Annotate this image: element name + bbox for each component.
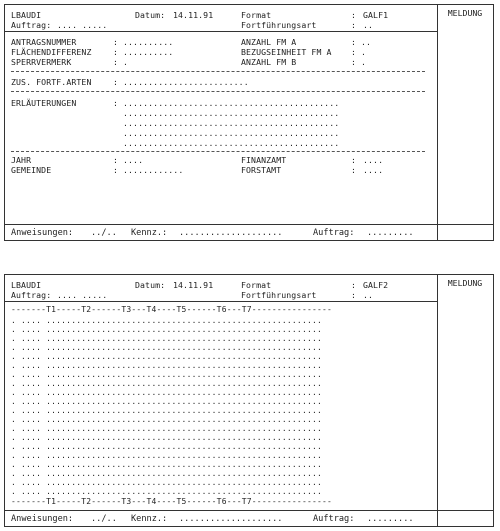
datum-label: Datum: <box>135 10 166 20</box>
list-row[interactable]: . .... ....................................................... <box>11 334 323 343</box>
forstamt-label: FORSTAMT <box>241 165 282 175</box>
list-row[interactable]: . .... ....................................................... <box>11 487 323 496</box>
list-row[interactable]: . .... ....................................................... <box>11 352 323 361</box>
form-galf2 <box>4 274 494 527</box>
list-row[interactable]: . .... ....................................................... <box>11 469 323 478</box>
gemeinde-input[interactable]: ............ <box>123 165 184 175</box>
anweisungen-label: Anweisungen: <box>11 228 74 238</box>
fortfuehrungsart-sep: : <box>351 290 357 300</box>
list-row[interactable]: . .... ....................................................... <box>11 370 323 379</box>
anweisungen-input[interactable]: ../.. <box>91 228 117 238</box>
auftrag-input[interactable]: .... ..... <box>57 20 108 30</box>
format-value[interactable]: GALF2 <box>363 280 389 290</box>
anzahl-fm-a-sep: : <box>351 37 357 47</box>
list-row[interactable]: . .... ....................................................... <box>11 478 323 487</box>
section-divider <box>11 91 425 92</box>
form-galf1 <box>4 4 494 241</box>
zus-fortf-arten-input[interactable]: ......................... <box>123 77 249 87</box>
list-row[interactable]: . .... ....................................................... <box>11 406 323 415</box>
format-value[interactable]: GALF1 <box>363 10 389 20</box>
sperrvermerk-input[interactable]: . <box>123 57 129 67</box>
app-name: LBAUDI <box>11 280 42 290</box>
erlaeuterungen-line[interactable]: ........................................... <box>123 118 340 128</box>
bezugseinheit-fm-a-input[interactable]: . <box>361 47 367 57</box>
finanzamt-label: FINANZAMT <box>241 155 287 165</box>
cmd-auftrag-input[interactable]: ......... <box>367 228 414 238</box>
fortfuehrungsart-sep: : <box>351 20 357 30</box>
list-row[interactable]: . .... ....................................................... <box>11 325 323 334</box>
kennz-input[interactable]: .................... <box>179 514 283 524</box>
meldung-label: MELDUNG <box>447 8 483 18</box>
anweisungen-input[interactable]: ../.. <box>91 514 117 524</box>
meldung-label: MELDUNG <box>447 278 483 288</box>
erlaeuterungen-line[interactable]: ........................................... <box>123 138 340 148</box>
tab-ruler-bottom: -------T1-----T2------T3---T4----T5------T6---T7---------------- <box>11 497 333 506</box>
cmd-auftrag-input[interactable]: ......... <box>367 514 414 524</box>
erlaeuterungen-label: ERLÄUTERUNGEN <box>11 98 77 108</box>
anzahl-fm-b-sep: : <box>351 57 357 67</box>
anweisungen-label: Anweisungen: <box>11 514 74 524</box>
anzahl-fm-b-label: ANZAHL FM B <box>241 57 297 67</box>
cmd-auftrag-label: Auftrag: <box>313 228 355 238</box>
list-row[interactable]: . .... ....................................................... <box>11 433 323 442</box>
zus-fortf-arten-label: ZUS. FORTF.ARTEN <box>11 77 92 87</box>
erlaeuterungen-line[interactable]: ........................................... <box>123 108 340 118</box>
list-row[interactable]: . .... ....................................................... <box>11 397 323 406</box>
fortfuehrungsart-input[interactable]: .. <box>363 20 374 30</box>
cmd-auftrag-label: Auftrag: <box>313 514 355 524</box>
list-row[interactable]: . .... ....................................................... <box>11 316 323 325</box>
anzahl-fm-b-input[interactable]: . <box>361 57 367 67</box>
tab-ruler-top: -------T1-----T2------T3---T4----T5------T6---T7---------------- <box>11 305 333 314</box>
anzahl-fm-a-input[interactable]: .. <box>361 37 372 47</box>
forstamt-input[interactable]: .... <box>363 165 384 175</box>
datum-value[interactable]: 14.11.91 <box>173 280 214 290</box>
finanzamt-sep: : <box>351 155 357 165</box>
section-divider <box>11 71 425 72</box>
header-divider <box>5 31 437 32</box>
fortfuehrungsart-label: Fortführungsart <box>241 20 317 30</box>
forstamt-sep: : <box>351 165 357 175</box>
list-row[interactable]: . .... ....................................................... <box>11 424 323 433</box>
antragsnummer-sep: : <box>113 37 119 47</box>
gemeinde-label: GEMEINDE <box>11 165 52 175</box>
list-row[interactable]: . .... ....................................................... <box>11 379 323 388</box>
auftrag-label: Auftrag: <box>11 290 52 300</box>
erlaeuterungen-line[interactable]: ........................................... <box>123 98 340 108</box>
list-row[interactable]: . .... ....................................................... <box>11 343 323 352</box>
flaechendifferenz-sep: : <box>113 47 119 57</box>
flaechendifferenz-input[interactable]: .......... <box>123 47 174 57</box>
command-line-divider <box>5 510 493 511</box>
kennz-input[interactable]: .................... <box>179 228 283 238</box>
bezugseinheit-fm-a-sep: : <box>351 47 357 57</box>
list-row[interactable]: . .... ....................................................... <box>11 442 323 451</box>
kennz-label: Kennz.: <box>131 514 168 524</box>
datum-label: Datum: <box>135 280 166 290</box>
sperrvermerk-sep: : <box>113 57 119 67</box>
datum-value[interactable]: 14.11.91 <box>173 10 214 20</box>
fortfuehrungsart-label: Fortführungsart <box>241 290 317 300</box>
list-row[interactable]: . .... ....................................................... <box>11 361 323 370</box>
jahr-sep: : <box>113 155 119 165</box>
app-name: LBAUDI <box>11 10 42 20</box>
erlaeuterungen-line[interactable]: ........................................... <box>123 128 340 138</box>
header-divider <box>5 301 437 302</box>
meldung-divider <box>437 275 438 526</box>
format-sep: : <box>351 280 357 290</box>
fortfuehrungsart-input[interactable]: .. <box>363 290 374 300</box>
finanzamt-input[interactable]: .... <box>363 155 384 165</box>
jahr-label: JAHR <box>11 155 32 165</box>
antragsnummer-label: ANTRAGSNUMMER <box>11 37 77 47</box>
erlaeuterungen-sep: : <box>113 98 119 108</box>
sperrvermerk-label: SPERRVERMERK <box>11 57 72 67</box>
section-divider <box>11 151 425 152</box>
command-line-divider <box>5 224 493 225</box>
anzahl-fm-a-label: ANZAHL FM A <box>241 37 297 47</box>
meldung-divider <box>437 5 438 240</box>
bezugseinheit-fm-a-label: BEZUGSEINHEIT FM A <box>241 47 332 57</box>
format-label: Format <box>241 280 272 290</box>
format-label: Format <box>241 10 272 20</box>
kennz-label: Kennz.: <box>131 228 168 238</box>
antragsnummer-input[interactable]: .......... <box>123 37 174 47</box>
list-row[interactable]: . .... ....................................................... <box>11 388 323 397</box>
auftrag-label: Auftrag: <box>11 20 52 30</box>
zus-fortf-arten-sep: : <box>113 77 119 87</box>
format-sep: : <box>351 10 357 20</box>
gemeinde-sep: : <box>113 165 119 175</box>
list-row[interactable]: . .... ....................................................... <box>11 460 323 469</box>
list-row[interactable]: . .... ....................................................... <box>11 451 323 460</box>
auftrag-input[interactable]: .... ..... <box>57 290 108 300</box>
list-row[interactable]: . .... ....................................................... <box>11 415 323 424</box>
jahr-input[interactable]: .... <box>123 155 144 165</box>
flaechendifferenz-label: FLÄCHENDIFFERENZ <box>11 47 92 57</box>
